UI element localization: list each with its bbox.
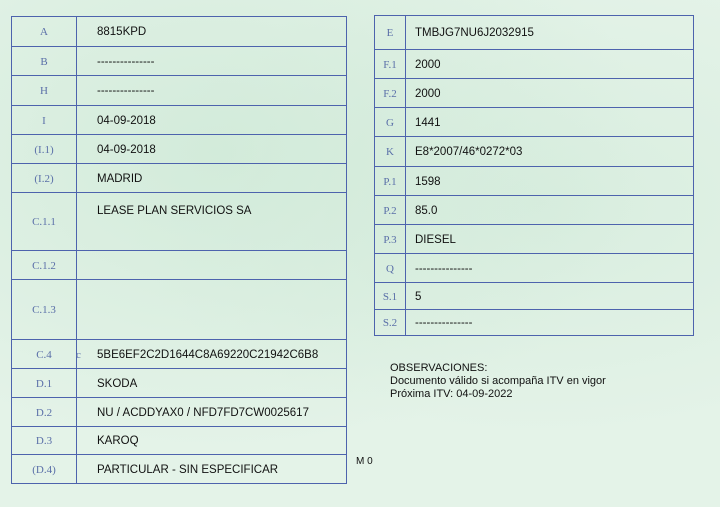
- field-value: TMBJG7NU6J2032915: [415, 26, 534, 39]
- row-D3: [12, 426, 346, 455]
- field-value: ---------------: [415, 317, 473, 329]
- technical-data-grid: [374, 15, 694, 336]
- field-code: C.1.1: [12, 193, 77, 251]
- document-mark: M 0: [356, 456, 373, 467]
- field-value: MADRID: [97, 172, 143, 185]
- field-value: 2000: [415, 58, 441, 71]
- field-code: E: [375, 16, 406, 49]
- row-E: [375, 16, 693, 49]
- field-code: C.4: [12, 340, 77, 369]
- row-I: [12, 105, 346, 135]
- field-code: B: [12, 47, 77, 76]
- field-code: (I.1): [12, 135, 77, 164]
- field-value: PARTICULAR - SIN ESPECIFICAR: [97, 463, 279, 476]
- field-code: A: [12, 17, 77, 46]
- field-value: 85.0: [415, 204, 438, 217]
- field-code: F.1: [375, 50, 406, 79]
- field-code: H: [12, 76, 77, 106]
- field-code: (I.2): [12, 164, 77, 193]
- field-value: ---------------: [97, 55, 155, 68]
- field-value: ---------------: [415, 262, 473, 275]
- row-S2: [375, 309, 693, 336]
- row-C4: [12, 339, 346, 369]
- field-subcode: c: [76, 348, 81, 361]
- vehicle-holder-grid: [11, 16, 347, 484]
- field-code: S.2: [375, 310, 406, 336]
- field-code: D.1: [12, 369, 77, 398]
- field-code: D.2: [12, 398, 77, 427]
- row-D2: [12, 397, 346, 427]
- field-value: 04-09-2018: [97, 114, 156, 127]
- field-code: C.1.3: [12, 280, 77, 340]
- field-value: LEASE PLAN SERVICIOS SA: [97, 205, 252, 217]
- row-F1: [375, 49, 693, 79]
- field-code: S.1: [375, 283, 406, 310]
- field-value: 2000: [415, 87, 441, 100]
- field-value: 5BE6EF2C2D1644C8A69220C21942C6B8: [97, 348, 319, 361]
- field-code: P.3: [375, 225, 406, 254]
- row-F2: [375, 78, 693, 108]
- row-B: [12, 46, 346, 76]
- field-value: NU / ACDDYAX0 / NFD7FD7CW0025617: [97, 406, 309, 419]
- row-D4: [12, 454, 346, 484]
- field-code: (D.4): [12, 455, 77, 484]
- row-G: [375, 107, 693, 137]
- row-D1: [12, 368, 346, 398]
- row-P1: [375, 166, 693, 196]
- row-P3: [375, 224, 693, 254]
- field-value: 8815KPD: [97, 25, 147, 38]
- field-value: 04-09-2018: [97, 143, 156, 156]
- field-value: ---------------: [97, 85, 155, 97]
- field-code: C.1.2: [12, 251, 77, 280]
- field-value: 1441: [415, 116, 441, 129]
- field-value: DIESEL: [415, 233, 456, 246]
- field-code: F.2: [375, 79, 406, 108]
- observations-heading: OBSERVACIONES:: [390, 362, 488, 374]
- field-value: SKODA: [97, 377, 138, 390]
- field-code: D.3: [12, 427, 77, 455]
- row-H: [12, 75, 346, 106]
- field-value: 5: [415, 290, 422, 303]
- field-code: G: [375, 108, 406, 137]
- field-code: P.1: [375, 167, 406, 196]
- field-code: I: [12, 106, 77, 135]
- row-I1: [12, 134, 346, 164]
- field-value: 1598: [415, 175, 441, 188]
- row-I2: [12, 163, 346, 193]
- row-K: [375, 136, 693, 167]
- field-value: E8*2007/46*0272*03: [415, 146, 523, 158]
- field-code: P.2: [375, 196, 406, 225]
- row-P2: [375, 195, 693, 225]
- observations-line: Próxima ITV: 04-09-2022: [390, 388, 513, 400]
- field-code: Q: [375, 254, 406, 283]
- row-A: [12, 17, 346, 46]
- field-code: K: [375, 137, 406, 167]
- row-Q: [375, 253, 693, 283]
- row-C13: [12, 279, 346, 340]
- field-value: KAROQ: [97, 435, 139, 447]
- row-C11: [12, 192, 346, 251]
- observations-block: [390, 362, 606, 401]
- observations-line: Documento válido si acompaña ITV en vigor: [390, 375, 606, 387]
- row-S1: [375, 282, 693, 310]
- row-C12: [12, 250, 346, 280]
